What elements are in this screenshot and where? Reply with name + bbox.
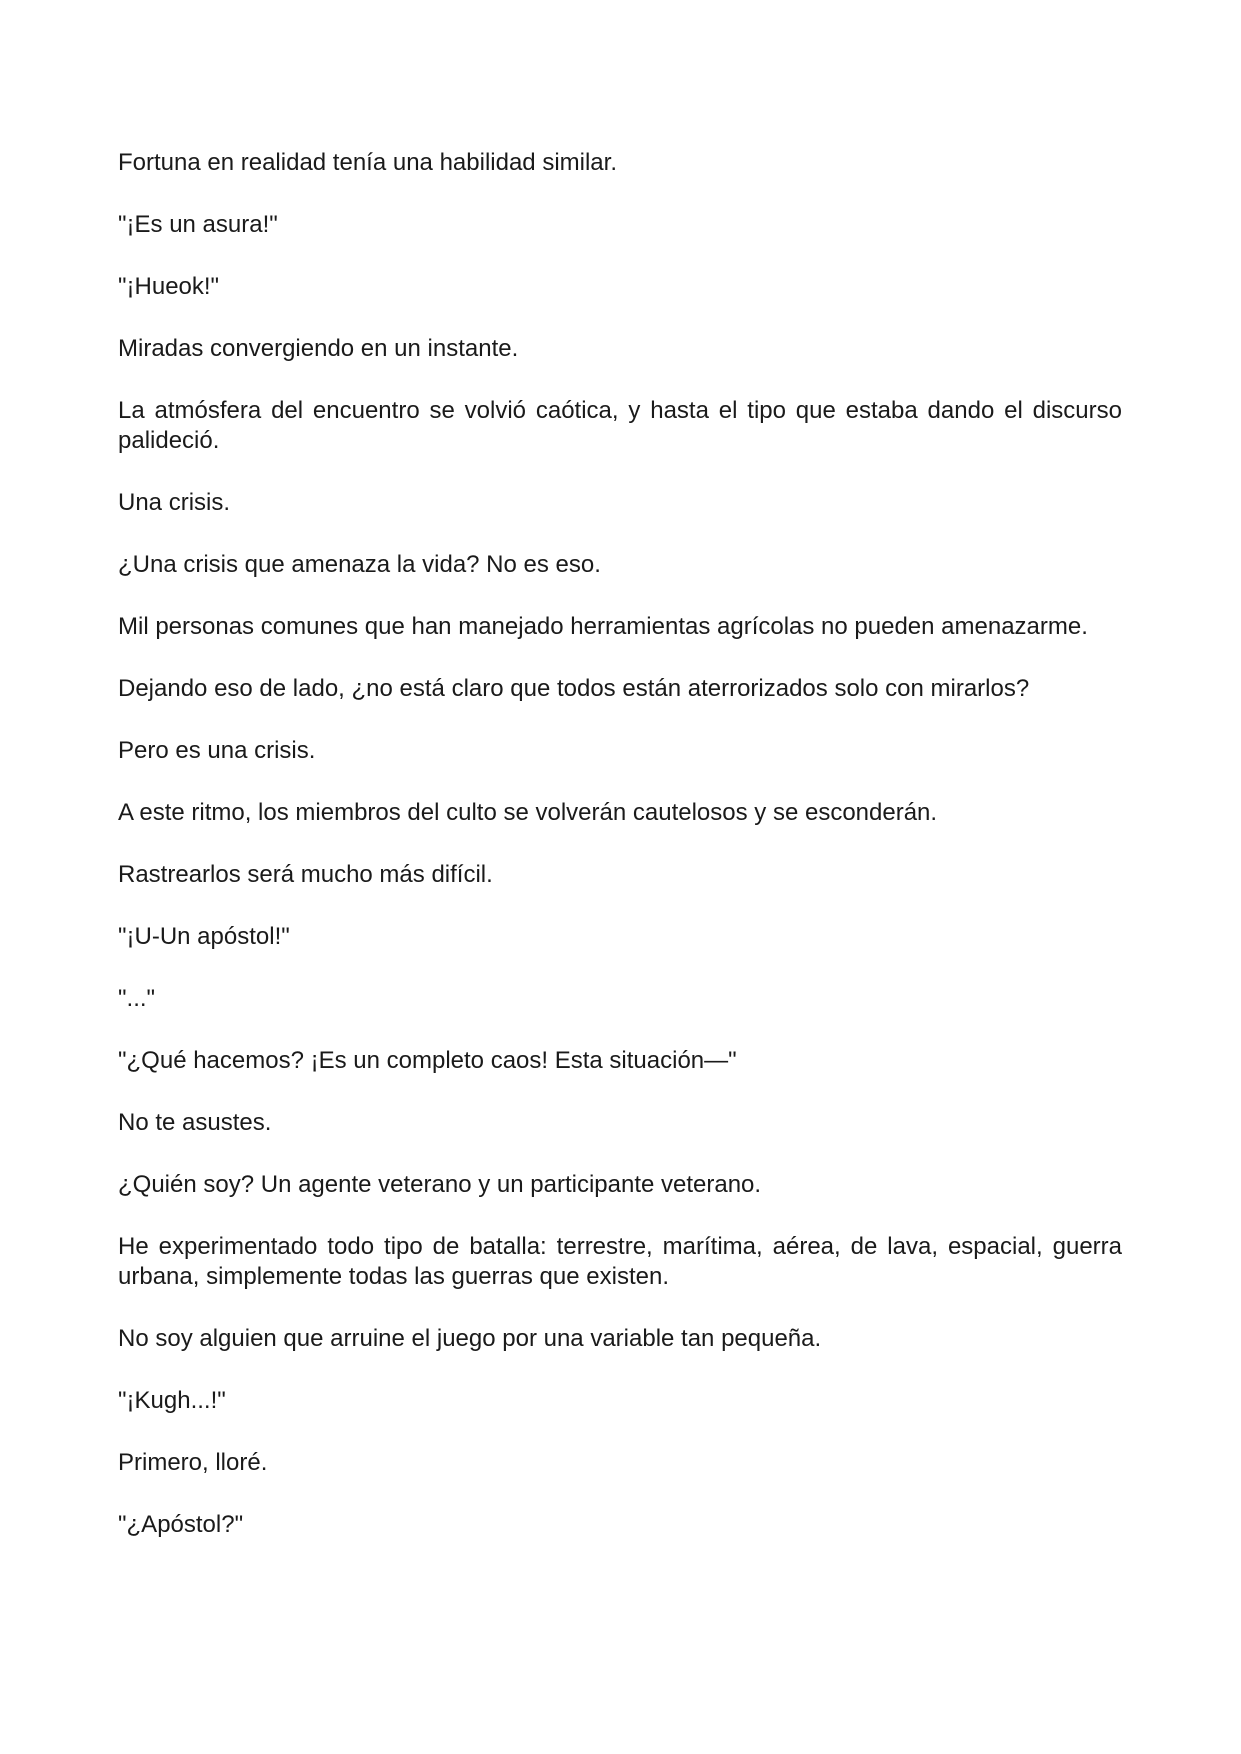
paragraph: Una crisis. <box>118 489 231 516</box>
paragraph: "¡Hueok!" <box>118 273 220 300</box>
paragraph: No soy alguien que arruine el juego por una variable tan pequeña. <box>118 1325 822 1352</box>
paragraph: La atmósfera del encuentro se volvió caótica, y hasta el tipo que estaba dando el discurso palideció. <box>118 397 1122 454</box>
paragraph: A este ritmo, los miembros del culto se volverán cautelosos y se esconderán. <box>118 799 938 826</box>
paragraph: ¿Una crisis que amenaza la vida? No es eso. <box>118 551 601 578</box>
paragraph: Pero es una crisis. <box>118 737 316 764</box>
paragraph: He experimentado todo tipo de batalla: terrestre, marítima, aérea, de lava, espacial, guerra urbana, simplemente todas las guerras que existen. <box>118 1233 1122 1290</box>
paragraph: Primero, lloré. <box>118 1449 268 1476</box>
paragraph: Miradas convergiendo en un instante. <box>118 335 519 362</box>
document-body <box>118 148 1122 1572</box>
paragraph: No te asustes. <box>118 1109 272 1136</box>
paragraph: "¡Es un asura!" <box>118 211 278 238</box>
paragraph: "¡Kugh...!" <box>118 1387 226 1414</box>
paragraph: Fortuna en realidad tenía una habilidad similar. <box>118 149 617 176</box>
paragraph: "¿Apóstol?" <box>118 1511 244 1538</box>
paragraph: Dejando eso de lado, ¿no está claro que todos están aterrorizados solo con mirarlos? <box>118 675 1030 702</box>
paragraph: "..." <box>118 985 156 1012</box>
paragraph: Mil personas comunes que han manejado herramientas agrícolas no pueden amenazarme. <box>118 613 1088 640</box>
paragraph: Rastrearlos será mucho más difícil. <box>118 861 493 888</box>
paragraph: "¡U-Un apóstol!" <box>118 923 290 950</box>
paragraph: ¿Quién soy? Un agente veterano y un participante veterano. <box>118 1171 762 1198</box>
paragraph: "¿Qué hacemos? ¡Es un completo caos! Esta situación—" <box>118 1047 737 1074</box>
